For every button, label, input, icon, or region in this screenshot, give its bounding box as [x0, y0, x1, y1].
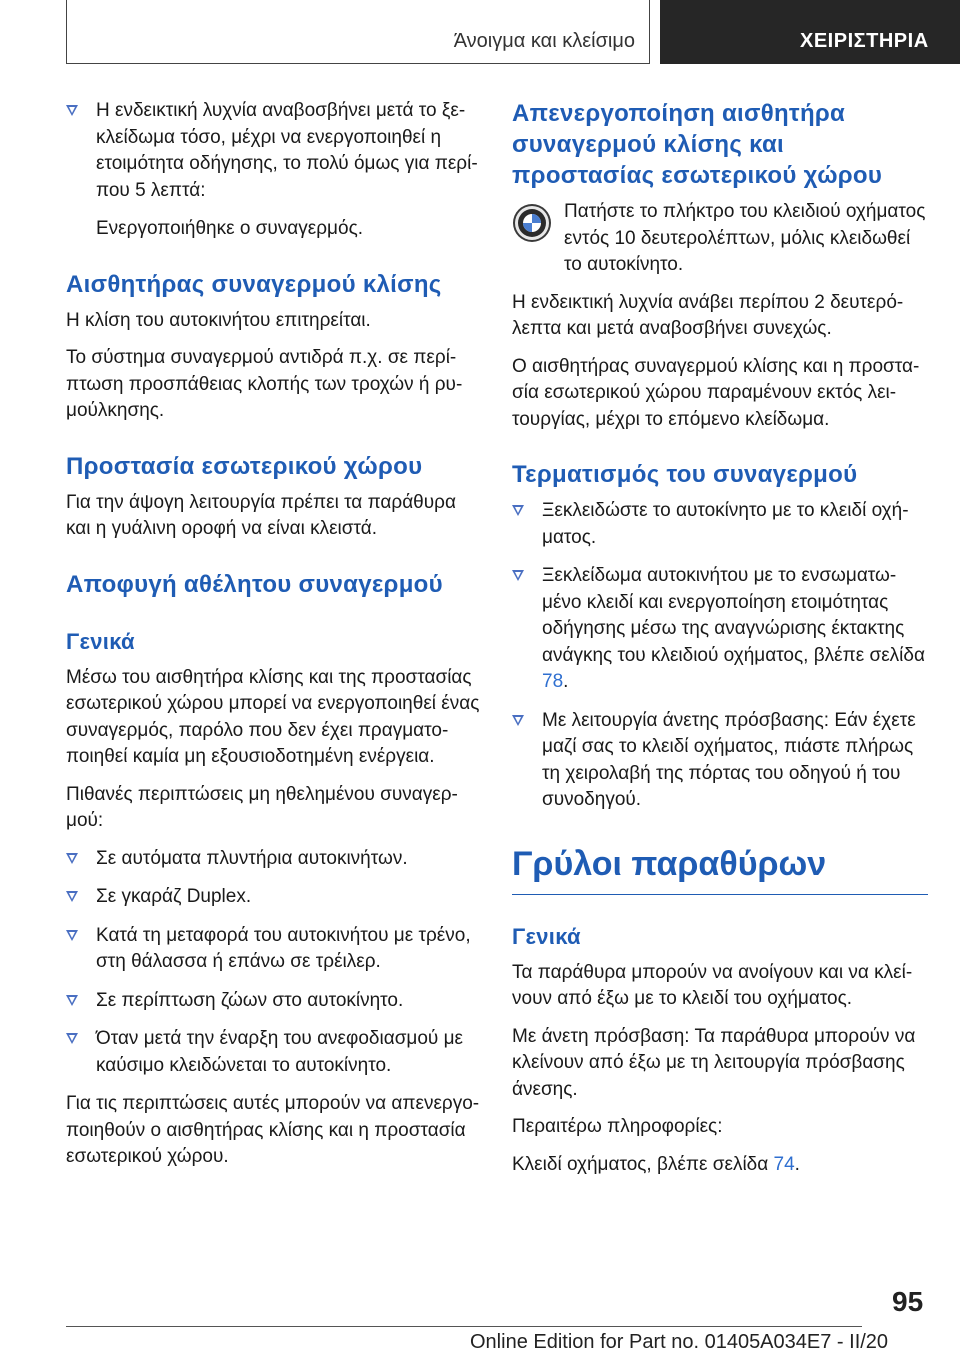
- paragraph: Κλειδί οχήματος, βλέπε σελίδα 74.: [512, 1153, 800, 1175]
- list-item: Κατά τη μεταφορά του αυτοκινήτου με τρένο, στη θάλασσα ή επάνω σε τρέιλερ.: [66, 923, 480, 976]
- header-section-box: [66, 0, 650, 64]
- header-section-title: Άνοιγμα και κλείσιμο: [453, 30, 635, 52]
- triangle-bullet-icon: [66, 995, 78, 1006]
- paragraph: Τα παράθυρα μπορούν να ανοίγουν και να κλείνουν από έξω με το κλειδί του οχήματος.: [512, 961, 913, 1009]
- triangle-bullet-icon: [66, 1033, 78, 1044]
- triangle-bullet-icon: [66, 930, 78, 941]
- page-link-78[interactable]: 78: [542, 671, 564, 692]
- triangle-bullet-icon: [512, 505, 524, 516]
- subheading-general: Γενικά: [66, 628, 135, 654]
- heading-deactivate-sensors: Απενεργοποίηση αισθητήρα συναγερμού κλίσης και προστασίας εσωτερικού χώρου: [512, 100, 883, 189]
- paragraph: Περαιτέρω πληροφορίες:: [512, 1116, 723, 1137]
- list-item: Όταν μετά την έναρξη του ανεφοδιασμού με καύσιμο κλειδώνεται το αυτοκίνητο.: [66, 1026, 480, 1079]
- footer-edition: Online Edition for Part no. 01405A034E7 - II/20: [470, 1331, 889, 1353]
- page-number: 95: [892, 1286, 924, 1317]
- heading-tilt-sensor: Αισθητήρας συναγερμού κλίσης: [66, 270, 442, 298]
- heading-end-alarm: Τερματισμός του συναγερμού: [512, 461, 858, 488]
- bullet-note: Ενεργοποιήθηκε ο συναγερμός.: [96, 218, 364, 239]
- paragraph: Πιθανές περιπτώσεις μη ηθελημένου συναγερμού:: [66, 783, 458, 831]
- list-item: Η ενδεικτική λυχνία αναβοσβήνει μετά το ξεκλείδωμα τόσο, μέχρι να ενεργοποιηθεί η ετοιμότητα οδήγησης, το πολύ όμως για περίπου 5 λεπτά:: [66, 98, 480, 204]
- right-column: [512, 98, 928, 1189]
- header-chapter-tab: ΧΕΙΡΙΣΤΗΡΙΑ: [660, 0, 960, 64]
- paragraph: Η κλίση του αυτοκινήτου επιτηρείται.: [66, 309, 371, 331]
- paragraph: Το σύστημα συναγερμού αντιδρά π.χ. σε περίπτωση προσπάθειας κλοπής των τροχών ή ρυμούλκησης.: [66, 347, 463, 421]
- page-link-74[interactable]: 74: [773, 1153, 795, 1175]
- list-item: Ξεκλείδωμα αυτοκινήτου με το ενσωματωμένο κλειδί και ενεργοποίηση ετοιμότητας οδήγησης μέσω της αναγνώρισης έκτακτης ανάγκης του κλειδιού οχήματος, βλέπε σελίδα 78.: [512, 563, 928, 696]
- heading-interior-protection: Προστασία εσωτερικού χώρου: [66, 452, 423, 480]
- paragraph: Με άνετη πρόσβαση: Τα παράθυρα μπορούν να κλείνουν από έξω με τη λειτουργία πρόσβασης άνεσης.: [512, 1025, 916, 1100]
- list-item: Ξεκλειδώστε το αυτοκίνητο με το κλειδί οχήματος.: [512, 498, 928, 551]
- bmw-key-button-icon: [512, 203, 552, 243]
- list-item: Σε αυτόματα πλυντήρια αυτοκινήτων.: [66, 846, 480, 873]
- triangle-bullet-icon: [512, 570, 524, 581]
- list-item: Σε γκαράζ Duplex.: [66, 884, 480, 911]
- list-item: Με λειτουργία άνετης πρόσβασης: Εάν έχετε μαζί σας το κλειδί οχήματος, πιάστε πλήρως τη χειρολαβή της πόρτας του οδηγού ή του συνοδηγού.: [512, 708, 928, 814]
- triangle-bullet-icon: [66, 853, 78, 864]
- subheading-general: Γενικά: [512, 923, 581, 949]
- paragraph: Μέσω του αισθητήρα κλίσης και της προστασίας εσωτερικού χώρου μπορεί να ενεργοποιηθεί ένας συναγερμός, παρόλο που δεν έχει πραγματοποιηθεί καμία μη εξουσιοδοτημένη ενέργεια.: [66, 666, 480, 767]
- chapter-heading-window-lifts: Γρύλοι παραθύρων: [512, 844, 928, 895]
- triangle-bullet-icon: [512, 715, 524, 726]
- triangle-bullet-icon: [66, 105, 78, 116]
- heading-avoid-false-alarm: Αποφυγή αθέλητου συναγερμού: [66, 570, 443, 598]
- paragraph: Για την άψογη λειτουργία πρέπει τα παράθυρα και η γυάλινη οροφή να είναι κλειστά.: [66, 491, 456, 539]
- icon-paragraph: [512, 199, 928, 279]
- triangle-bullet-icon: [66, 891, 78, 902]
- paragraph: Η ενδεικτική λυχνία ανάβει περίπου 2 δευτερόλεπτα και μετά αναβοσβήνει συνεχώς.: [512, 291, 904, 339]
- left-column: [66, 98, 480, 1182]
- paragraph: Ο αισθητήρας συναγερμού κλίσης και η προστασία εσωτερικού χώρου παραμένουν εκτός λειτουργίας, μέχρι το επόμενο κλείδωμα.: [512, 355, 920, 430]
- paragraph: Για τις περιπτώσεις αυτές μπορούν να απενεργοποιηθούν ο αισθητήρας κλίσης και η προστασία εσωτερικού χώρου.: [66, 1093, 480, 1167]
- paragraph: Πατήστε το πλήκτρο του κλειδιού οχήματος εντός 10 δευτερολέπτων, μόλις κλειδωθεί το αυτοκίνητο.: [564, 201, 926, 275]
- list-item: Σε περίπτωση ζώων στο αυτοκίνητο.: [66, 988, 480, 1015]
- footer-divider: [66, 1326, 862, 1327]
